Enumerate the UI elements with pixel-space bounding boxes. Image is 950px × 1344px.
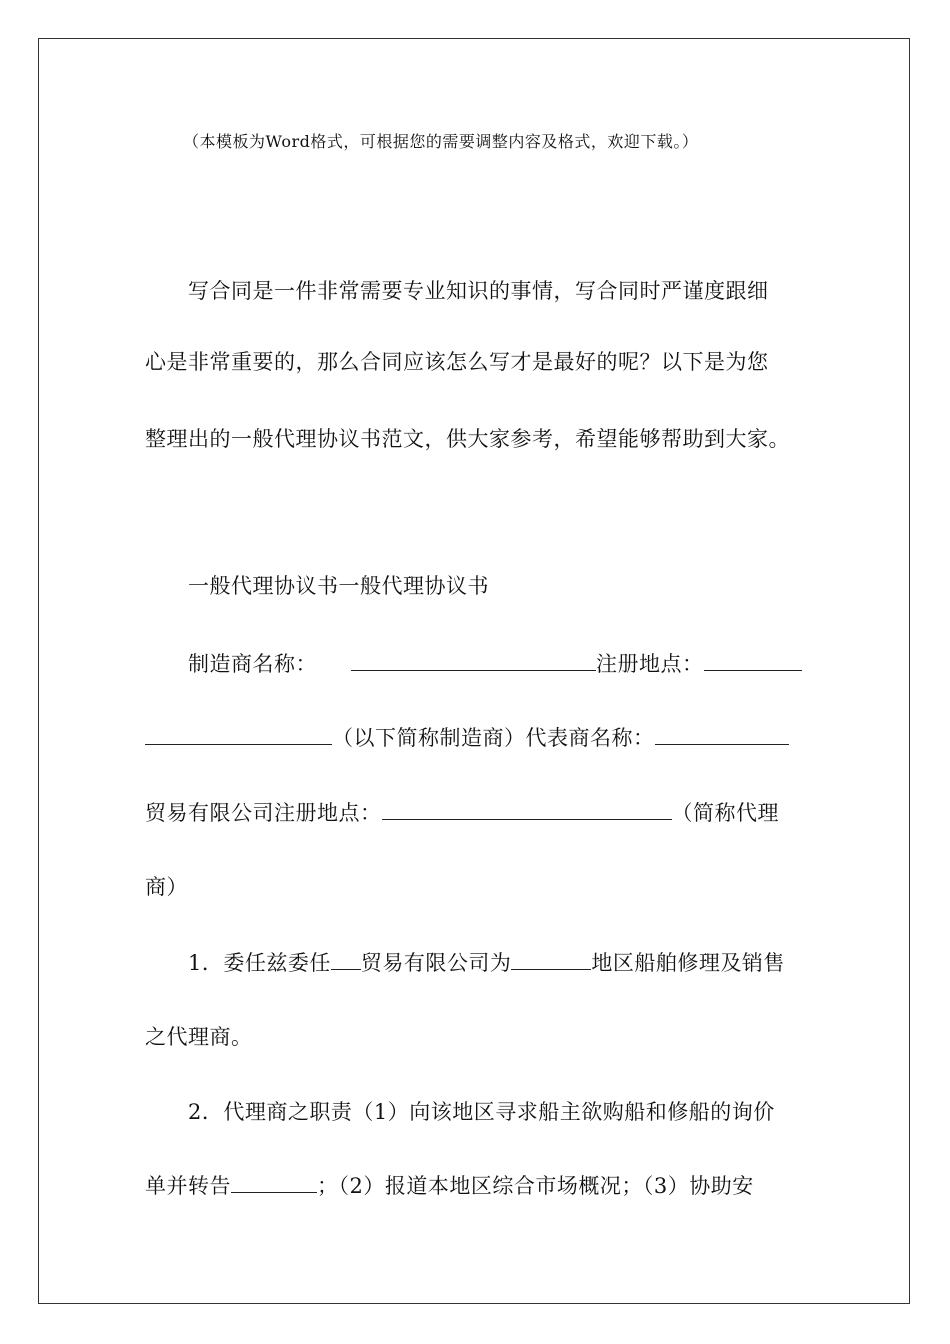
document-title: 一般代理协议书一般代理协议书 — [188, 574, 489, 598]
manufacturer-name-label: 制造商名称： — [188, 652, 317, 676]
agent-company-text: 贸易有限公司注册地点： — [145, 801, 382, 825]
clause-1-text-a: 1．委任兹委任 — [188, 951, 331, 975]
manufacturer-line — [188, 650, 802, 678]
agent-abbrev-text-2: 商） — [145, 875, 188, 899]
clause-1-text-c: 地区船舶修理及销售 — [591, 951, 785, 975]
agent-address-blank — [382, 799, 672, 820]
clause-1-line-2: 之代理商。 — [145, 1025, 253, 1049]
intro-line-2: 心是非常重要的，那么合同应该怎么写才是最好的呢？以下是为您 — [145, 350, 769, 374]
agent-name-blank — [331, 949, 361, 970]
manufacturer-line-2 — [145, 724, 789, 752]
intro-line-3: 整理出的一般代理协议书范文，供大家参考，希望能够帮助到大家。 — [145, 427, 790, 451]
agent-line — [145, 799, 779, 827]
clause-2-text-a: 单并转告 — [145, 1174, 231, 1198]
report-to-blank — [231, 1172, 317, 1193]
manufacturer-address-blank — [704, 650, 802, 671]
agent-abbrev-text-1: （简称代理 — [671, 801, 779, 825]
clause-1-text-b: 贸易有限公司为 — [360, 951, 512, 975]
region-blank — [511, 949, 591, 970]
clause-2-line-2 — [145, 1172, 754, 1200]
registered-address-label: 注册地点： — [596, 652, 704, 676]
template-notice: （本模板为Word格式，可根据您的需要调整内容及格式，欢迎下载。） — [183, 132, 699, 151]
manufacturer-name-blank — [351, 650, 596, 671]
clause-2-text-b: ；（2）报道本地区综合市场概况；（3）协助安 — [317, 1174, 754, 1198]
representative-name-blank — [655, 724, 789, 745]
clause-1-line-1 — [188, 949, 785, 977]
clause-2-line-1: 2．代理商之职责（1）向该地区寻求船主欲购船和修船的询价 — [188, 1100, 775, 1124]
manufacturer-address-blank-2 — [145, 724, 332, 745]
spacer — [317, 651, 351, 671]
intro-line-1: 写合同是一件非常需要专业知识的事情，写合同时严谨度跟细 — [188, 279, 769, 303]
manufacturer-abbrev-text: （以下简称制造商）代表商名称： — [332, 726, 655, 750]
